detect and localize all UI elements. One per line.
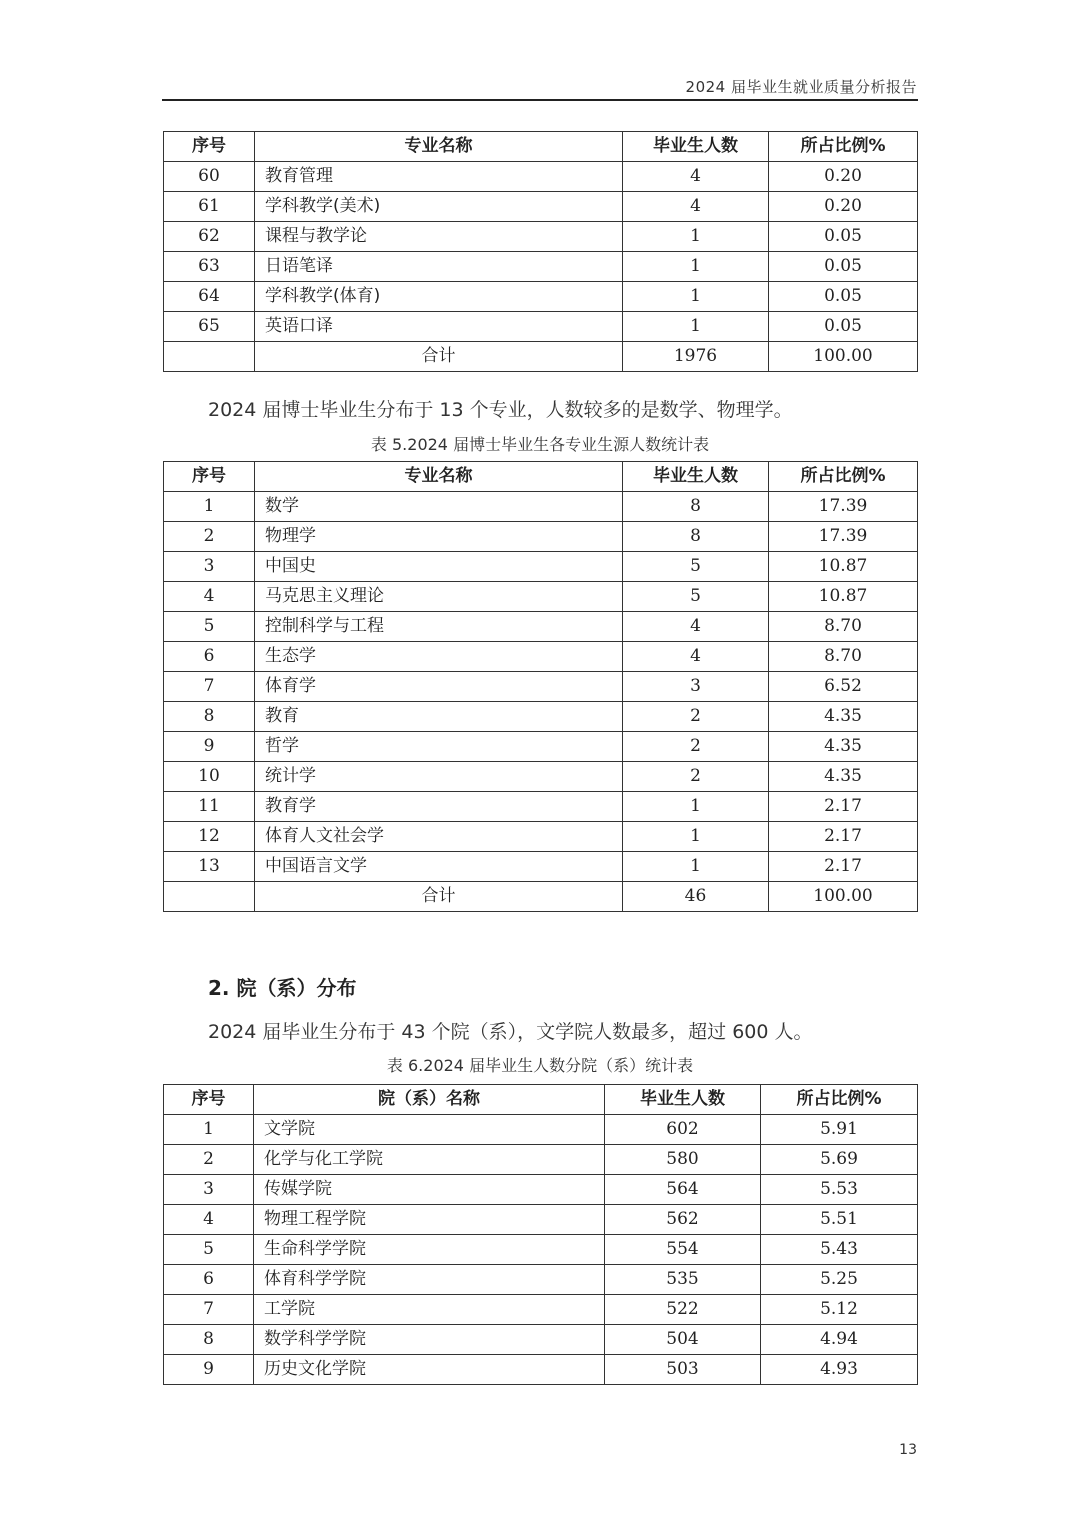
row-count: 4 <box>623 192 769 222</box>
row-count: 1 <box>623 222 769 252</box>
row-name: 哲学 <box>255 732 623 762</box>
row-percent: 5.91 <box>761 1115 918 1145</box>
row-name: 数学科学学院 <box>254 1325 605 1355</box>
row-name: 教育学 <box>255 792 623 822</box>
table5-caption: 表 5.2024 届博士毕业生各专业生源人数统计表 <box>370 435 710 454</box>
row-percent: 10.87 <box>769 582 918 612</box>
table-row <box>164 732 918 762</box>
row-name: 教育管理 <box>255 162 623 192</box>
row-percent: 0.20 <box>769 162 918 192</box>
row-index: 4 <box>164 1205 254 1235</box>
row-name: 体育科学学院 <box>254 1265 605 1295</box>
row-percent: 17.39 <box>769 522 918 552</box>
row-count: 2 <box>623 762 769 792</box>
row-percent: 2.17 <box>769 852 918 882</box>
row-percent: 8.70 <box>769 642 918 672</box>
row-index: 8 <box>164 1325 254 1355</box>
table-row <box>164 1265 918 1295</box>
total-percent: 100.00 <box>769 342 918 372</box>
table-row <box>164 282 918 312</box>
row-index: 61 <box>164 192 255 222</box>
column-header: 专业名称 <box>255 462 623 492</box>
row-count: 1 <box>623 852 769 882</box>
row-percent: 5.53 <box>761 1175 918 1205</box>
row-percent: 4.93 <box>761 1355 918 1385</box>
row-index: 1 <box>164 492 255 522</box>
row-percent: 4.35 <box>769 732 918 762</box>
row-percent: 5.69 <box>761 1145 918 1175</box>
row-index: 8 <box>164 702 255 732</box>
total-count: 1976 <box>623 342 769 372</box>
page-header-title: 2024 届毕业生就业质量分析报告 <box>685 78 917 96</box>
total-count: 46 <box>623 882 769 912</box>
column-header: 院（系）名称 <box>254 1085 605 1115</box>
row-index: 11 <box>164 792 255 822</box>
row-count: 1 <box>623 252 769 282</box>
row-index: 4 <box>164 582 255 612</box>
table-row <box>164 582 918 612</box>
row-percent: 4.35 <box>769 762 918 792</box>
column-header: 专业名称 <box>255 132 623 162</box>
row-name: 生态学 <box>255 642 623 672</box>
row-name: 化学与化工学院 <box>254 1145 605 1175</box>
row-index: 2 <box>164 522 255 552</box>
row-percent: 0.05 <box>769 312 918 342</box>
row-count: 562 <box>605 1205 761 1235</box>
row-name: 中国语言文学 <box>255 852 623 882</box>
table-row <box>164 1235 918 1265</box>
row-count: 4 <box>623 162 769 192</box>
row-index: 12 <box>164 822 255 852</box>
row-index: 1 <box>164 1115 254 1145</box>
row-index: 2 <box>164 1145 254 1175</box>
table-header-row <box>164 1085 918 1115</box>
row-count: 5 <box>623 552 769 582</box>
page-number: 13 <box>899 1442 917 1458</box>
row-index: 5 <box>164 612 255 642</box>
row-percent: 0.05 <box>769 252 918 282</box>
phd-summary-paragraph: 2024 届博士毕业生分布于 13 个专业，人数较多的是数学、物理学。 <box>208 399 793 421</box>
row-name: 生命科学学院 <box>254 1235 605 1265</box>
table-row <box>164 1115 918 1145</box>
row-name: 体育学 <box>255 672 623 702</box>
row-index: 62 <box>164 222 255 252</box>
row-count: 8 <box>623 492 769 522</box>
row-index: 5 <box>164 1235 254 1265</box>
row-count: 2 <box>623 732 769 762</box>
row-name: 学科教学(体育) <box>255 282 623 312</box>
row-name: 体育人文社会学 <box>255 822 623 852</box>
table-row <box>164 642 918 672</box>
row-name: 统计学 <box>255 762 623 792</box>
table-row <box>164 1295 918 1325</box>
row-name: 中国史 <box>255 552 623 582</box>
table-row <box>164 1145 918 1175</box>
column-header: 序号 <box>164 132 255 162</box>
table-header-row <box>164 462 918 492</box>
column-header: 毕业生人数 <box>623 462 769 492</box>
row-percent: 2.17 <box>769 792 918 822</box>
row-index: 60 <box>164 162 255 192</box>
row-percent: 4.94 <box>761 1325 918 1355</box>
total-label: 合计 <box>255 882 623 912</box>
row-percent: 2.17 <box>769 822 918 852</box>
row-count: 535 <box>605 1265 761 1295</box>
table-row <box>164 162 918 192</box>
table-header-row <box>164 132 918 162</box>
row-count: 602 <box>605 1115 761 1145</box>
row-name: 英语口译 <box>255 312 623 342</box>
table-row <box>164 522 918 552</box>
table-row <box>164 852 918 882</box>
row-percent: 5.43 <box>761 1235 918 1265</box>
table6-caption: 表 6.2024 届毕业生人数分院（系）统计表 <box>386 1056 694 1075</box>
row-percent: 17.39 <box>769 492 918 522</box>
row-index: 3 <box>164 552 255 582</box>
table-row <box>164 822 918 852</box>
row-percent: 4.35 <box>769 702 918 732</box>
table-row <box>164 672 918 702</box>
column-header: 所占比例% <box>761 1085 918 1115</box>
row-count: 580 <box>605 1145 761 1175</box>
column-header: 所占比例% <box>769 462 918 492</box>
row-count: 5 <box>623 582 769 612</box>
row-count: 1 <box>623 822 769 852</box>
row-index: 13 <box>164 852 255 882</box>
row-name: 历史文化学院 <box>254 1355 605 1385</box>
row-count: 3 <box>623 672 769 702</box>
row-name: 物理学 <box>255 522 623 552</box>
row-index: 7 <box>164 1295 254 1325</box>
table-row <box>164 612 918 642</box>
row-percent: 0.05 <box>769 282 918 312</box>
row-count: 1 <box>623 312 769 342</box>
row-count: 2 <box>623 702 769 732</box>
row-index: 64 <box>164 282 255 312</box>
row-index: 63 <box>164 252 255 282</box>
dept-table <box>163 1084 918 1385</box>
table-row <box>164 492 918 522</box>
row-name: 文学院 <box>254 1115 605 1145</box>
row-percent: 5.12 <box>761 1295 918 1325</box>
row-index: 9 <box>164 1355 254 1385</box>
row-name: 数学 <box>255 492 623 522</box>
row-index: 65 <box>164 312 255 342</box>
row-percent: 0.20 <box>769 192 918 222</box>
table-row <box>164 702 918 732</box>
table-row <box>164 312 918 342</box>
column-header: 毕业生人数 <box>623 132 769 162</box>
row-name: 学科教学(美术) <box>255 192 623 222</box>
table-row <box>164 762 918 792</box>
table-row <box>164 1325 918 1355</box>
row-count: 8 <box>623 522 769 552</box>
row-percent: 10.87 <box>769 552 918 582</box>
row-percent: 5.51 <box>761 1205 918 1235</box>
row-name: 日语笔译 <box>255 252 623 282</box>
table-row <box>164 1175 918 1205</box>
row-count: 4 <box>623 642 769 672</box>
row-percent: 8.70 <box>769 612 918 642</box>
row-index: 6 <box>164 642 255 672</box>
total-label: 合计 <box>255 342 623 372</box>
table-row <box>164 1355 918 1385</box>
row-name: 工学院 <box>254 1295 605 1325</box>
table-row <box>164 552 918 582</box>
row-index: 10 <box>164 762 255 792</box>
row-percent: 0.05 <box>769 222 918 252</box>
row-count: 1 <box>623 282 769 312</box>
section-heading: 2. 院（系）分布 <box>208 976 357 1000</box>
row-name: 教育 <box>255 702 623 732</box>
total-row <box>164 882 918 912</box>
row-count: 503 <box>605 1355 761 1385</box>
row-index: 7 <box>164 672 255 702</box>
column-header: 序号 <box>164 462 255 492</box>
row-percent: 5.25 <box>761 1265 918 1295</box>
row-percent: 6.52 <box>769 672 918 702</box>
table-row <box>164 192 918 222</box>
column-header: 序号 <box>164 1085 254 1115</box>
row-count: 504 <box>605 1325 761 1355</box>
row-count: 1 <box>623 792 769 822</box>
row-count: 522 <box>605 1295 761 1325</box>
phd-major-table <box>163 461 918 912</box>
column-header: 毕业生人数 <box>605 1085 761 1115</box>
major-table-continued <box>163 131 918 372</box>
table-row <box>164 792 918 822</box>
row-name: 传媒学院 <box>254 1175 605 1205</box>
row-name: 控制科学与工程 <box>255 612 623 642</box>
row-index: 6 <box>164 1265 254 1295</box>
row-count: 564 <box>605 1175 761 1205</box>
row-name: 马克思主义理论 <box>255 582 623 612</box>
row-index: 9 <box>164 732 255 762</box>
row-name: 物理工程学院 <box>254 1205 605 1235</box>
table-row <box>164 252 918 282</box>
total-empty-cell <box>164 882 255 912</box>
row-count: 4 <box>623 612 769 642</box>
row-index: 3 <box>164 1175 254 1205</box>
total-row <box>164 342 918 372</box>
column-header: 所占比例% <box>769 132 918 162</box>
dept-summary-paragraph: 2024 届毕业生分布于 43 个院（系），文学院人数最多，超过 600 人。 <box>208 1021 813 1043</box>
total-percent: 100.00 <box>769 882 918 912</box>
row-name: 课程与教学论 <box>255 222 623 252</box>
table-row <box>164 1205 918 1235</box>
total-empty-cell <box>164 342 255 372</box>
header-rule <box>162 99 918 101</box>
table-row <box>164 222 918 252</box>
row-count: 554 <box>605 1235 761 1265</box>
